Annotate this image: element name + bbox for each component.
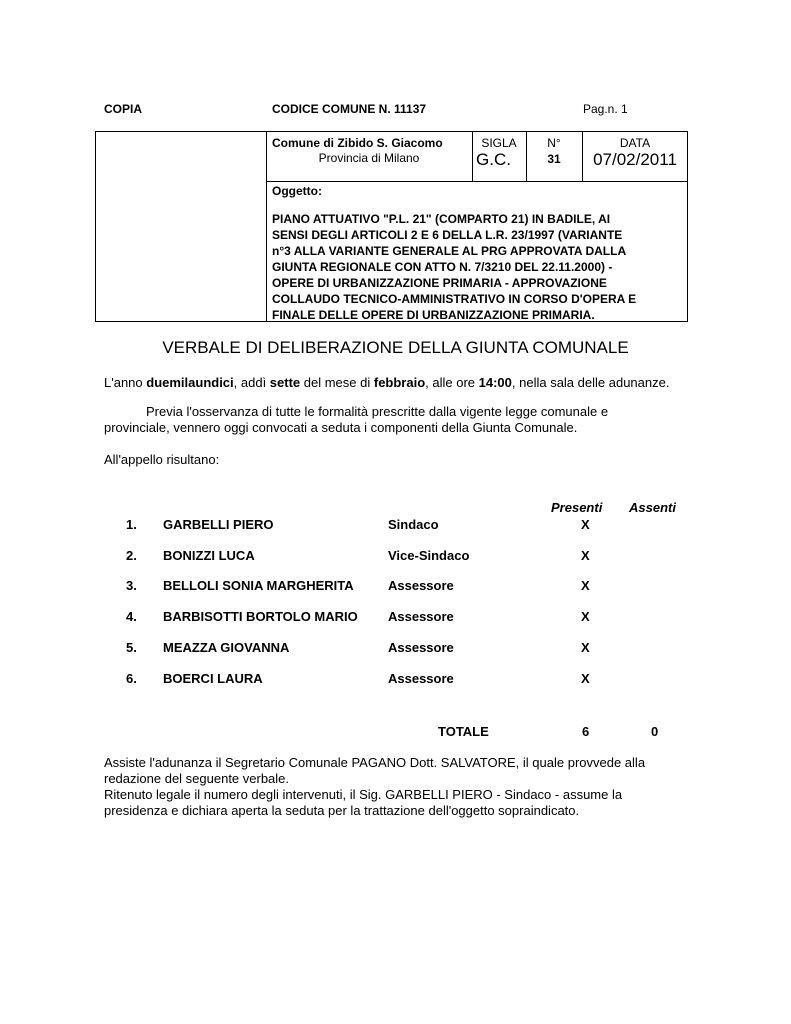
presenti-header: Presenti — [551, 500, 603, 515]
member-name: BONIZZI LUCA — [163, 548, 255, 563]
member-role: Assessore — [388, 578, 454, 593]
totale-presenti: 6 — [582, 724, 590, 739]
intro-ore: 14:00 — [478, 375, 512, 390]
member-row — [0, 671, 791, 689]
member-presente: X — [581, 671, 590, 686]
oggetto-line: FINALE DELLE OPERE DI URBANIZZAZIONE PRIMARIA. — [272, 308, 595, 322]
sigla-value: G.C. — [476, 150, 511, 169]
member-number: 1. — [126, 517, 137, 532]
member-name: MEAZZA GIOVANNA — [163, 640, 290, 655]
member-presente: X — [581, 609, 590, 624]
previa-line-2: provinciale, vennero oggi convocati a seduta i componenti della Giunta Comunale. — [104, 420, 578, 435]
oggetto-line: SENSI DEGLI ARTICOLI 2 E 6 DELLA L.R. 23/1997 (VARIANTE — [272, 228, 623, 242]
member-role: Vice-Sindaco — [388, 548, 470, 563]
member-role: Assessore — [388, 671, 454, 686]
closing-line: Ritenuto legale il numero degli intervenuti, il Sig. GARBELLI PIERO - Sindaco - assume la — [104, 787, 623, 802]
member-number: 5. — [126, 640, 137, 655]
member-presente: X — [581, 640, 590, 655]
totale-label: TOTALE — [438, 724, 489, 739]
intro-mese: febbraio — [373, 375, 426, 390]
member-number: 4. — [126, 609, 137, 624]
previa-line-1: Previa l'osservanza di tutte le formalità prescritte dalla vigente legge comunale e — [146, 404, 609, 419]
data-value: 07/02/2011 — [593, 150, 677, 169]
member-role: Assessore — [388, 640, 454, 655]
oggetto-line: OPERE DI URBANIZZAZIONE PRIMARIA - APPROVAZIONE — [272, 276, 607, 290]
member-role: Sindaco — [388, 517, 439, 532]
closing-line: Assiste l'adunanza il Segretario Comunale PAGANO Dott. SALVATORE, il quale provvede alla — [104, 755, 646, 770]
intro-paragraph — [104, 375, 669, 391]
data-label: DATA — [619, 136, 651, 150]
oggetto-text — [272, 211, 684, 323]
oggetto-label: Oggetto: — [272, 184, 322, 198]
oggetto-line: GIUNTA REGIONALE CON ATTO N. 7/3210 DEL 22.11.2000) - — [272, 260, 613, 274]
member-row — [0, 548, 791, 566]
member-name: BELLOLI SONIA MARGHERITA — [163, 578, 354, 593]
n-value: 31 — [547, 152, 561, 166]
member-row — [0, 578, 791, 596]
closing-line: redazione del seguente verbale. — [104, 771, 290, 786]
member-row — [0, 609, 791, 627]
totale-row — [0, 724, 791, 742]
member-name: BOERCI LAURA — [163, 671, 263, 686]
oggetto-line: n°3 ALLA VARIANTE GENERALE AL PRG APPROVATA DALLA — [272, 244, 627, 258]
member-presente: X — [581, 548, 590, 563]
closing-line: presidenza e dichiara aperta la seduta per la trattazione dell'oggetto sopraindicato. — [104, 803, 580, 818]
totale-assenti: 0 — [651, 724, 659, 739]
member-presente: X — [581, 517, 590, 532]
codice-comune: CODICE COMUNE N. 11137 — [272, 102, 427, 116]
n-label: N° — [547, 136, 561, 150]
comune-name: Comune di Zibido S. Giacomo — [272, 136, 443, 150]
member-number: 3. — [126, 578, 137, 593]
member-name: GARBELLI PIERO — [163, 517, 274, 532]
page-number: Pag.n. 1 — [583, 102, 628, 116]
oggetto-line: COLLAUDO TECNICO-AMMINISTRATIVO IN CORSO D'OPERA E — [272, 292, 637, 306]
member-number: 2. — [126, 548, 137, 563]
intro-giorno: sette — [269, 375, 301, 390]
intro-anno: duemilaundici — [146, 375, 234, 390]
sigla-label: SIGLA — [481, 136, 517, 150]
page-title: VERBALE DI DELIBERAZIONE DELLA GIUNTA COMUNALE — [162, 338, 629, 357]
intro-text: , alle ore — [425, 375, 479, 390]
member-presente: X — [581, 578, 590, 593]
closing-paragraph — [104, 755, 689, 819]
intro-text: del mese di — [300, 375, 374, 390]
member-row — [0, 517, 791, 535]
member-row — [0, 640, 791, 658]
intro-text: , nella sala delle adunanze. — [511, 375, 670, 390]
assenti-header: Assenti — [629, 500, 676, 515]
provincia: Provincia di Milano — [318, 151, 420, 165]
member-role: Assessore — [388, 609, 454, 624]
box-divider-horizontal — [266, 181, 688, 182]
member-number: 6. — [126, 671, 137, 686]
intro-text: L'anno — [104, 375, 147, 390]
member-name: BARBISOTTI BORTOLO MARIO — [163, 609, 358, 624]
oggetto-line: PIANO ATTUATIVO "P.L. 21" (COMPARTO 21) IN BADILE, AI — [272, 212, 611, 226]
intro-text: , addì — [233, 375, 270, 390]
copia-label: COPIA — [104, 102, 143, 116]
appello-text: All'appello risultano: — [104, 452, 220, 467]
